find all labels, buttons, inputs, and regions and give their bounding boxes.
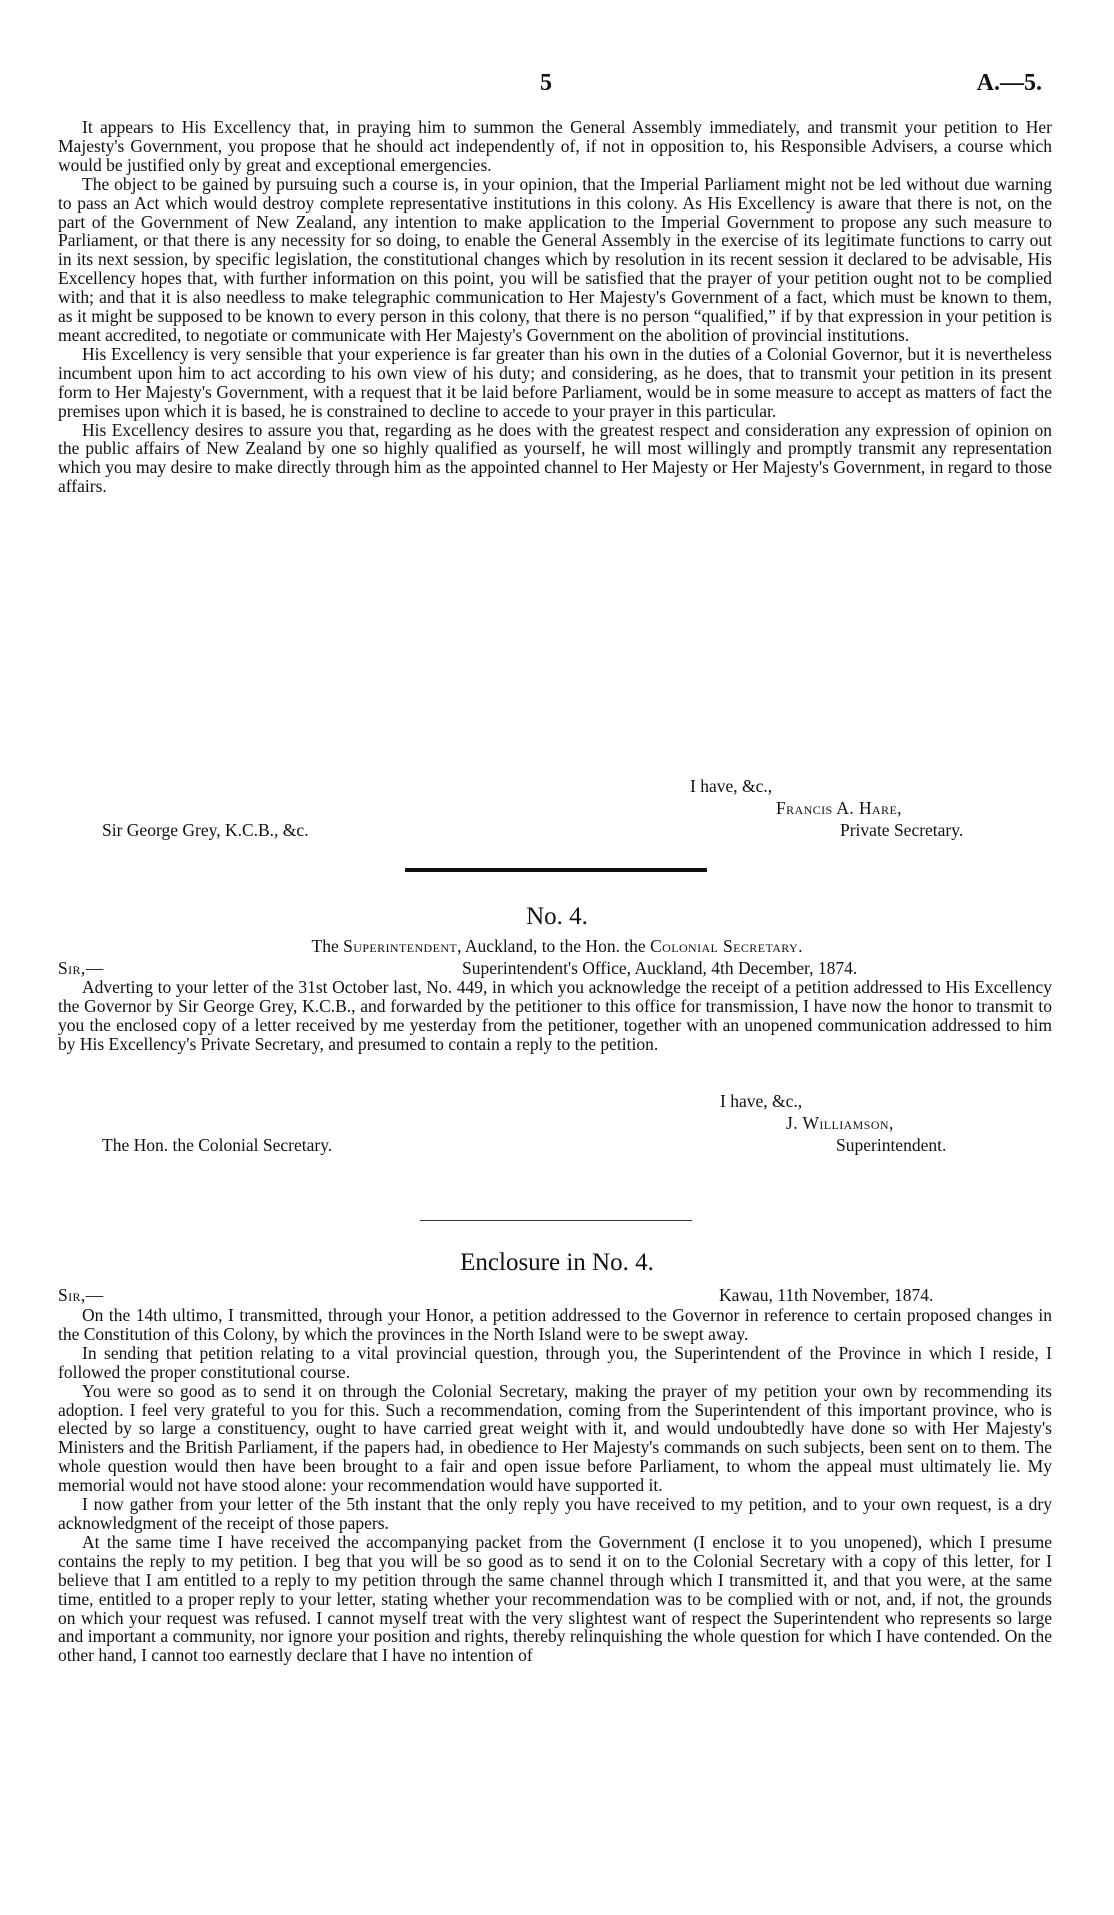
page-number: 5	[540, 70, 552, 96]
salutation: Sir,—	[58, 958, 104, 978]
letter3-body	[58, 118, 1052, 496]
paragraph: Adverting to your letter of the 31st October last, No. 449, in which you acknowledge the receipt of a petition addressed to His Excellency the Governor by Sir George Grey, K.C.B., and forwarded by the petitioner to this office for transmission, I have now the honor to transmit to you the enclosed copy of a letter received by me yesterday from the petitioner, together with an unopened communication addressed to him by His Excellency's Private Secretary, and presumed to contain a reply to the petition.	[58, 977, 1052, 1054]
signer-name: Francis A. Hare,	[776, 798, 902, 818]
salutation: Sir,—	[58, 1285, 104, 1305]
section-subtitle: The Superintendent, Auckland, to the Hon. the Colonial Secretary.	[311, 936, 803, 956]
paragraph: The object to be gained by pursuing such a course is, in your opinion, that the Imperial Parliament might not be led without due warning to pass an Act which would destroy complete representative institutions in this colony. As His Excellency is aware that there is not, on the part of the Government of New Zealand, any intention to make application to the Imperial Government to propose any such measure to Parliament, or that there is any necessity for so doing, to enable the General Assembly in the exercise of its legitimate functions to carry out in its next session, by specific legislation, the constitutional changes which by resolution in its recent session it declared to be advisable, His Excellency hopes that, with further information on this point, you will be satisfied that the prayer of your petition ought not to be complied with; and that it is also needless to make telegraphic communication to Her Majesty's Government of a fact, which must be known to them, as it might be supposed to be known to every person in this colony, that there is no person “qualified,” if by that expression in your petition is meant accredited, to negotiate or communicate with Her Majesty's Government on the abolition of provincial institutions.	[58, 173, 1052, 345]
paragraph: I now gather from your letter of the 5th instant that the only reply you have received to my petition, and to your own request, is a dry acknowledgment of the receipt of those papers.	[58, 1494, 1052, 1533]
paragraph: His Excellency is very sensible that your experience is far greater than his own in the duties of a Colonial Governor, but it is nevertheless incumbent upon him to act according to his own view of his duty; and considering, as he does, that to transmit your petition in its present form to Her Majesty's Government, with a request that it be laid before Parliament, would be in some measure to accept as matters of fact the premises upon which it is based, he is constrained to decline to accede to your prayer in this particular.	[58, 343, 1052, 421]
letter4-body	[58, 978, 1052, 1054]
paragraph: It appears to His Excellency that, in praying him to summon the General Assembly immediately, and transmit your petition to Her Majesty's Government, you propose that he should act independently of, if not in opposition to, his Responsible Advisers, a course which would be justified only by great and exceptional emergencies.	[58, 117, 1052, 175]
signer-title: Superintendent.	[836, 1135, 947, 1155]
section-divider	[405, 868, 707, 872]
signer-name: J. Williamson,	[786, 1113, 894, 1133]
section-divider	[420, 1220, 692, 1221]
addressee: The Hon. the Colonial Secretary.	[102, 1135, 333, 1155]
closing: I have, &c.,	[690, 776, 773, 796]
paragraph: At the same time I have received the accompanying packet from the Government (I enclose it to you unopened), which I presume contains the reply to my petition. I beg that you will be so good as to send it on to the Colonial Secretary with a copy of this letter, for I believe that I am entitled to a reply to my petition through the same channel through which I transmitted it, and that you were, at the same time, entitled to a proper reply to your letter, stating whether your recommendation was to be complied with or not, and, if not, the grounds on which your request was refused. I cannot myself treat with the very slightest want of respect the Superintendent who represents so large and important a community, nor ignore your position and rights, thereby relinquishing the whole question for which I have contended. On the other hand, I cannot too earnestly declare that I have no intention of	[58, 1531, 1052, 1666]
paragraph: You were so good as to send it on through the Colonial Secretary, making the prayer of my petition your own by recommending its adoption. I feel very grateful to you for this. Such a recommendation, coming from the Superintendent of this important province, who is elected by so large a constituency, ought to have carried great weight with it, and would undoubtedly have done so with Her Majesty's Ministers and the British Parliament, if the papers had, in obedience to Her Majesty's commands on such subjects, been sent on to them. The whole question would then have been brought to a fair and open issue before Parliament, to whom the appeal must ultimately lie. My memorial would not have stood alone: your recommendation would have supported it.	[58, 1380, 1052, 1496]
addressee: Sir George Grey, K.C.B., &c.	[102, 820, 309, 840]
dateline: Kawau, 11th November, 1874.	[719, 1285, 934, 1305]
enclosure-body	[58, 1306, 1052, 1665]
closing: I have, &c.,	[720, 1091, 803, 1111]
section-title: Enclosure in No. 4.	[460, 1249, 654, 1276]
signer-title: Private Secretary.	[840, 820, 964, 840]
paragraph: On the 14th ultimo, I transmitted, through your Honor, a petition addressed to the Governor in reference to certain proposed changes in the Constitution of this Colony, by which the provinces in the North Island were to be swept away.	[58, 1305, 1052, 1344]
dateline: Superintendent's Office, Auckland, 4th December, 1874.	[462, 958, 858, 978]
paragraph: In sending that petition relating to a vital provincial question, through you, the Superintendent of the Province in which I reside, I followed the proper constitutional course.	[58, 1342, 1052, 1382]
paper-reference: A.—5.	[976, 70, 1042, 96]
section-title: No. 4.	[526, 903, 588, 930]
paragraph: His Excellency desires to assure you that, regarding as he does with the greatest respect and consideration any expression of opinion on the public affairs of New Zealand by one so highly qualified as yourself, he will most willingly and promptly transmit any representation which you may desire to make directly through him as the appointed channel to Her Majesty or Her Majesty's Government, in regard to those affairs.	[58, 419, 1052, 497]
